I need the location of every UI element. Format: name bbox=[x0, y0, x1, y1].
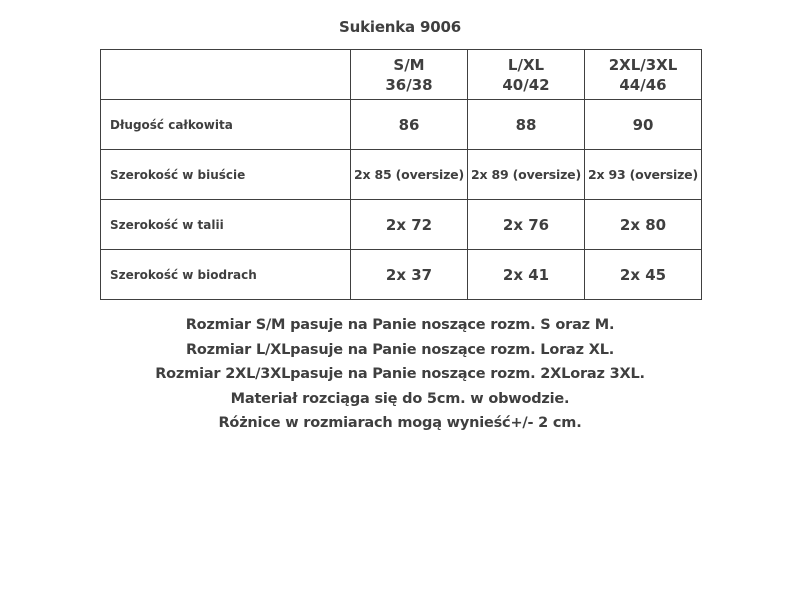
note-line: Rozmiar 2XL/3XLpasuje na Panie noszące rozm. 2XLoraz 3XL. bbox=[155, 366, 645, 382]
table-header-row bbox=[101, 50, 702, 100]
table-row bbox=[101, 150, 702, 200]
note-line: Rozmiar S/M pasuje na Panie noszące rozm. S oraz M. bbox=[185, 317, 615, 333]
note-line: Rozmiar L/XLpasuje na Panie noszące rozm. Loraz XL. bbox=[185, 341, 615, 358]
table-row bbox=[101, 100, 702, 150]
table-cell: 2x 45 bbox=[585, 250, 702, 300]
table-cell: 2x 72 bbox=[351, 200, 468, 250]
table-row bbox=[101, 200, 702, 250]
header-eu-size-label: 40/42 bbox=[502, 75, 550, 94]
table-header-cell bbox=[351, 50, 468, 100]
table-cell: 88 bbox=[468, 100, 585, 150]
table-cell: 2x 85 (oversize) bbox=[351, 150, 468, 200]
table-cell: 2x 37 bbox=[351, 250, 468, 300]
table-cell: 2x 41 bbox=[468, 250, 585, 300]
table-cell: 2x 76 bbox=[468, 200, 585, 250]
table-cell: 90 bbox=[585, 100, 702, 150]
header-size-label: S/M bbox=[393, 55, 425, 74]
row-label: Szerokość w biodrach bbox=[101, 250, 351, 300]
table-cell: 2x 93 (oversize) bbox=[585, 150, 702, 200]
note-line: Różnice w rozmiarach mogą wynieść+/- 2 cm. bbox=[218, 415, 582, 431]
header-eu-size-label: 36/38 bbox=[385, 75, 433, 94]
table-header-empty-cell bbox=[101, 50, 351, 100]
table-header-cell bbox=[585, 50, 702, 100]
size-table bbox=[100, 49, 702, 300]
row-label: Szerokość w talii bbox=[101, 200, 351, 250]
size-notes bbox=[0, 313, 800, 436]
header-size-label: 2XL/3XL bbox=[608, 55, 678, 74]
row-label: Długość całkowita bbox=[101, 100, 351, 150]
note-line: Materiał rozciąga się do 5cm. w obwodzie. bbox=[230, 390, 570, 407]
header-size-label: L/XL bbox=[507, 55, 545, 74]
table-cell: 86 bbox=[351, 100, 468, 150]
table-cell: 2x 89 (oversize) bbox=[468, 150, 585, 200]
row-label: Szerokość w biuście bbox=[101, 150, 351, 200]
header-eu-size-label: 44/46 bbox=[619, 75, 667, 94]
table-cell: 2x 80 bbox=[585, 200, 702, 250]
table-header-cell bbox=[468, 50, 585, 100]
page-title: Sukienka 9006 bbox=[339, 18, 461, 36]
table-row bbox=[101, 250, 702, 300]
